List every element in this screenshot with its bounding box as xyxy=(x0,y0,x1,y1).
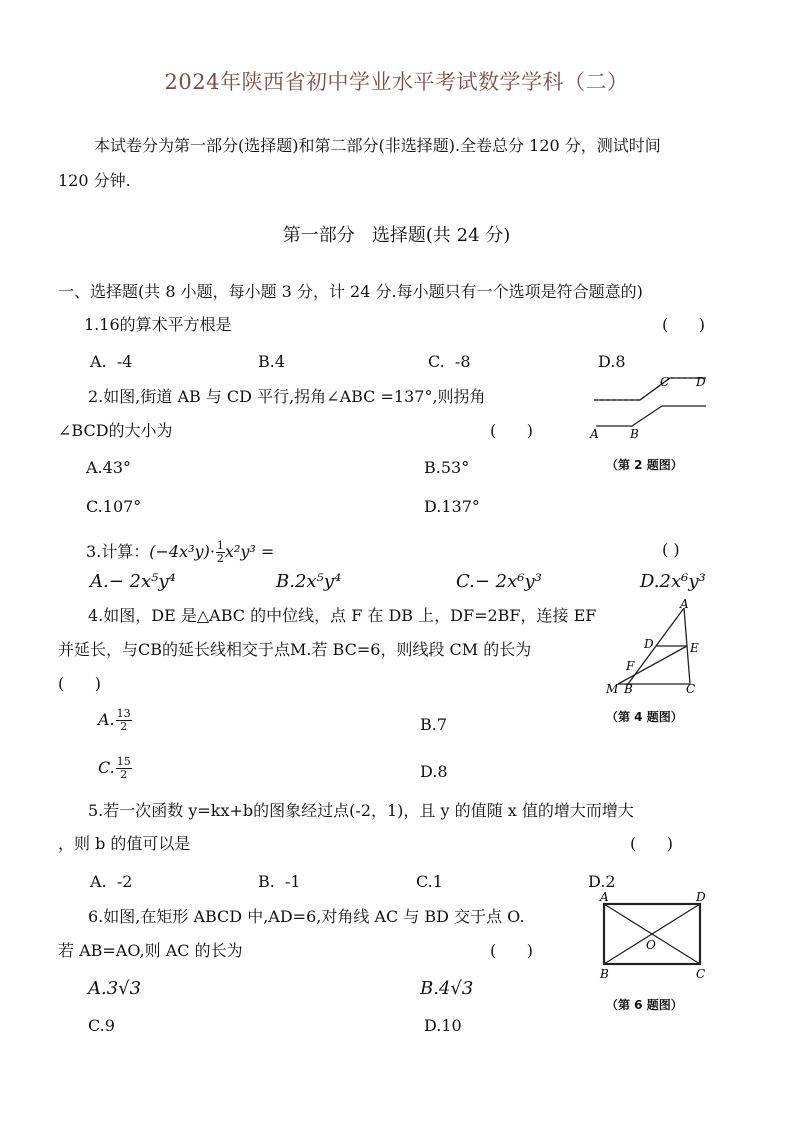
intro-line-1: 本试卷分为第一部分(选择题)和第二部分(非选择题).全卷总分 120 分，测试时间 xyxy=(94,136,661,155)
q1-stem: 1.16的算术平方根是 xyxy=(84,315,232,334)
q4-label-e: E xyxy=(690,641,699,655)
q6-bracket: ( ) xyxy=(490,941,533,960)
q3-option-a: A.− 2x⁵y⁴ xyxy=(90,571,176,592)
q6-stem-line-1: 6.如图,在矩形 ABCD 中,AD=6,对角线 AC 与 BD 交于点 O. xyxy=(88,907,525,926)
q6-option-d: D.10 xyxy=(424,1016,462,1035)
q3-expr-left: (−4x³y)· xyxy=(149,542,215,561)
q6-label-d: D xyxy=(696,890,706,904)
q6-stem-line-2: 若 AB=AO,则 AC 的长为 xyxy=(58,941,243,960)
q5-option-b: B. -1 xyxy=(258,872,301,891)
q3-fraction xyxy=(216,540,225,565)
q4-option-a-den: 2 xyxy=(120,720,128,733)
q4-label-f: F xyxy=(626,659,635,673)
q2-stem-line-1: 2.如图,街道 AB 与 CD 平行,拐角∠ABC =137°,则拐角 xyxy=(88,387,486,406)
q2-option-b: B.53° xyxy=(424,458,470,477)
q4-option-c-den: 2 xyxy=(120,768,128,781)
q1-option-b: B.4 xyxy=(258,352,286,371)
q2-option-a: A.43° xyxy=(86,458,131,477)
q5-option-d: D.2 xyxy=(588,872,616,891)
q4-label-m: M xyxy=(606,682,619,696)
q4-caption: （第 4 题图） xyxy=(606,710,683,724)
q4-label-a: A xyxy=(680,597,689,611)
q2-label-b: B xyxy=(630,427,639,441)
q6-label-c: C xyxy=(696,967,706,981)
q4-option-c-frac xyxy=(116,756,132,781)
q1-option-c: C. -8 xyxy=(428,352,471,371)
q4-triangle-figure xyxy=(600,596,710,696)
q4-option-c-prefix: C. xyxy=(98,758,115,777)
q2-street-figure xyxy=(588,368,713,443)
q4-option-b: B.7 xyxy=(420,715,448,734)
q4-stem-line-2: 并延长，与CB的延长线相交于点M.若 BC=6，则线段 CM 的长为 xyxy=(58,640,532,659)
q5-option-a: A. -2 xyxy=(90,872,133,891)
q6-label-o: O xyxy=(646,938,656,952)
q6-rectangle-figure xyxy=(594,888,712,982)
q6-option-b: B.4√3 xyxy=(420,978,474,999)
q3-expr-right: x²y³ = xyxy=(224,542,275,561)
q3-frac-den: 2 xyxy=(216,552,224,565)
q2-caption: （第 2 题图） xyxy=(606,458,683,472)
q3-bracket: ( ) xyxy=(662,540,680,559)
q3-frac-num: 1 xyxy=(216,539,224,552)
q4-stem-line-1: 4.如图，DE 是△ABC 的中位线，点 F 在 DB 上，DF=2BF，连接 EF xyxy=(88,606,597,625)
q5-stem-line-1: 5.若一次函数 y=kx+b的图象经过点(-2，1)，且 y 的值随 x 值的增大而增大 xyxy=(88,801,634,820)
q4-option-d: D.8 xyxy=(420,762,448,781)
q4-bracket: ( ) xyxy=(58,674,101,693)
q1-option-d: D.8 xyxy=(598,352,626,371)
q4-label-b: B xyxy=(624,682,633,696)
q4-label-d: D xyxy=(644,637,654,651)
q3-option-b: B.2x⁵y⁴ xyxy=(276,571,342,592)
q1-option-a: A. -4 xyxy=(90,352,133,371)
q4-option-c xyxy=(98,756,132,781)
q4-option-c-num: 15 xyxy=(116,755,131,768)
q4-option-a-frac xyxy=(116,708,132,733)
q2-label-c: C xyxy=(660,375,670,389)
q1-bracket: ( ) xyxy=(662,315,705,334)
q2-label-d: D xyxy=(696,375,706,389)
q6-caption: （第 6 题图） xyxy=(606,998,683,1012)
q5-stem-line-2: ，则 b 的值可以是 xyxy=(58,834,191,853)
q6-option-c: C.9 xyxy=(88,1016,115,1035)
part-heading: 第一部分 选择题(共 24 分) xyxy=(282,225,511,246)
q4-label-c: C xyxy=(686,682,696,696)
q2-bracket: ( ) xyxy=(490,421,533,440)
q3-option-c: C.− 2x⁶y³ xyxy=(456,571,542,592)
q3-stem xyxy=(86,540,274,565)
q5-bracket: ( ) xyxy=(630,834,673,853)
q3-prefix: 3.计算： xyxy=(86,542,150,561)
q6-label-b: B xyxy=(600,967,609,981)
q2-option-c: C.107° xyxy=(86,497,142,516)
intro-line-2: 120 分钟. xyxy=(58,171,131,190)
q2-label-a: A xyxy=(590,427,599,441)
q4-option-a xyxy=(98,708,132,733)
q4-option-a-num: 13 xyxy=(116,707,131,720)
q2-stem-line-2: ∠BCD的大小为 xyxy=(58,421,173,440)
q5-option-c: C.1 xyxy=(416,872,443,891)
page-title: 2024年陕西省初中学业水平考试数学学科（二） xyxy=(164,70,629,94)
q2-option-d: D.137° xyxy=(424,497,480,516)
q6-label-a: A xyxy=(600,890,609,904)
q6-option-a: A.3√3 xyxy=(88,978,142,999)
q3-option-d: D.2x⁶y³ xyxy=(640,571,706,592)
section-heading: 一、选择题(共 8 小题，每小题 3 分，计 24 分.每小题只有一个选项是符合题意的) xyxy=(58,282,643,301)
q4-option-a-prefix: A. xyxy=(98,710,115,729)
